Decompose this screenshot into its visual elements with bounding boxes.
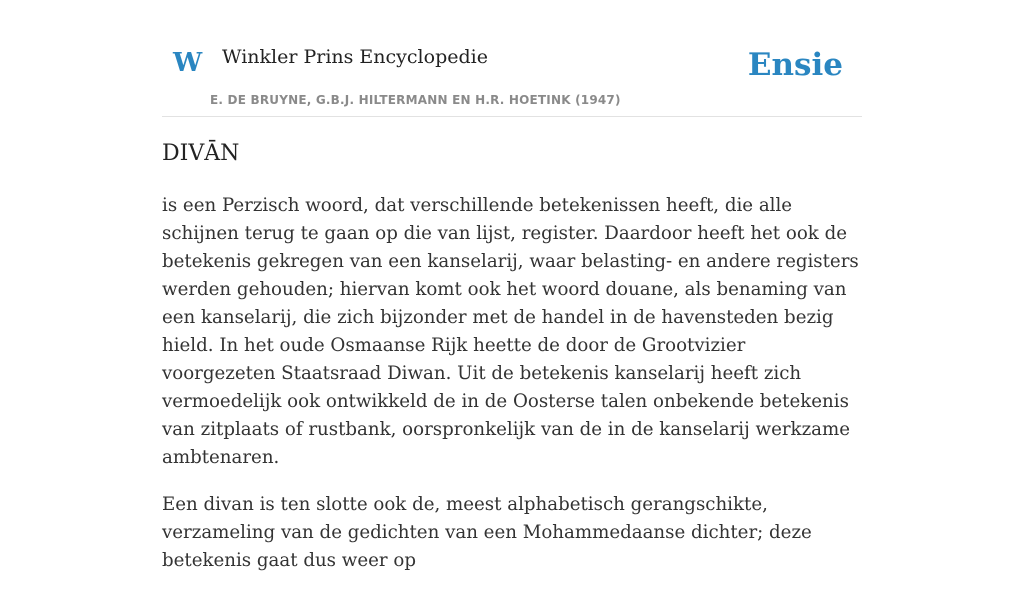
entry-body xyxy=(162,192,862,594)
publication-authors: E. DE BRUYNE, G.B.J. HILTERMANN EN H.R. HOETINK (1947) xyxy=(210,93,621,107)
brand-logo[interactable]: Ensie xyxy=(747,47,843,83)
site-header xyxy=(162,30,862,117)
publication-title[interactable]: Winkler Prins Encyclopedie xyxy=(222,46,488,68)
entry-paragraph: is een Perzisch woord, dat verschillende betekenissen heeft, die alle schijnen terug te gaan op die van lijst, register. Daardoor heeft het ook de betekenis gekregen van een kanselarij, waar belasting- en andere registers werden gehouden; hiervan komt ook het woord douane, als benaming van een kanselarij, die zich bijzonder met de handel in de havensteden bezig hield. In het oude Osmaanse Rijk heette de door de Grootvizier voorgezeten Staatsraad Diwan. Uit de betekenis kanselarij heeft zich vermoedelijk ook ontwikkeld de in de Oosterse talen onbekende betekenis van zitplaats of rustbank, oorspronkelijk van de in de kanselarij werkzame ambtenaren. xyxy=(162,195,859,468)
entry-paragraph: Een divan is ten slotte ook de, meest alphabetisch gerangschikte, verzameling van de gedichten van een Mohammedaanse dichter; deze betekenis gaat dus weer op xyxy=(162,494,812,571)
publication-logo[interactable]: W xyxy=(173,48,203,78)
entry-title: DIVĀN xyxy=(162,141,240,166)
